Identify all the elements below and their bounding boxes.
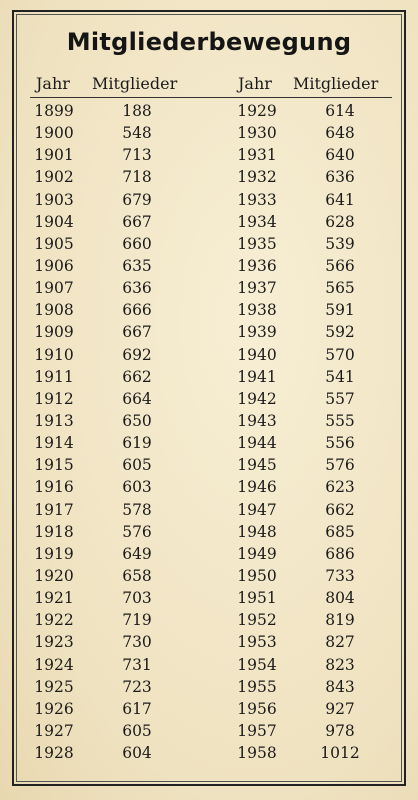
cell-year-right: 1946 <box>237 478 277 497</box>
table-row <box>0 367 418 389</box>
cell-members-right: 576 <box>325 456 355 475</box>
cell-members-right: 827 <box>325 633 355 652</box>
cell-year-right: 1933 <box>237 190 277 209</box>
cell-members-left: 667 <box>122 323 152 342</box>
cell-year-left: 1923 <box>34 633 74 652</box>
cell-members-right: 819 <box>325 611 355 630</box>
cell-year-left: 1913 <box>34 411 74 430</box>
cell-members-left: 667 <box>122 212 152 231</box>
cell-year-right: 1957 <box>237 721 277 740</box>
cell-members-left: 605 <box>122 456 152 475</box>
cell-year-left: 1918 <box>34 522 74 541</box>
cell-members-left: 603 <box>122 478 152 497</box>
cell-members-left: 188 <box>122 102 152 120</box>
cell-members-right: 556 <box>325 434 355 453</box>
cell-members-right: 641 <box>325 190 355 209</box>
header-members-right: Mitglieder <box>293 74 379 93</box>
header-year-right: Jahr <box>238 74 272 93</box>
cell-year-right: 1948 <box>237 522 277 541</box>
cell-year-right: 1951 <box>237 589 277 608</box>
table-row <box>0 145 418 167</box>
cell-members-left: 635 <box>122 256 152 275</box>
cell-year-right: 1947 <box>237 500 277 519</box>
cell-members-left: 731 <box>122 655 152 674</box>
cell-year-left: 1908 <box>34 301 74 320</box>
table-row <box>0 256 418 278</box>
cell-members-right: 843 <box>325 677 355 696</box>
cell-members-left: 679 <box>122 190 152 209</box>
cell-members-left: 666 <box>122 301 152 320</box>
cell-year-right: 1940 <box>237 345 277 364</box>
cell-year-left: 1910 <box>34 345 74 364</box>
table-row <box>0 588 418 610</box>
cell-members-right: 685 <box>325 522 355 541</box>
cell-members-right: 539 <box>325 234 355 253</box>
cell-year-left: 1927 <box>34 721 74 740</box>
cell-year-left: 1916 <box>34 478 74 497</box>
cell-members-left: 548 <box>122 124 152 143</box>
table-row <box>0 566 418 588</box>
header-members-left: Mitglieder <box>92 74 178 93</box>
cell-year-right: 1936 <box>237 256 277 275</box>
table-row <box>0 278 418 300</box>
cell-year-left: 1900 <box>34 124 74 143</box>
cell-year-right: 1956 <box>237 699 277 718</box>
table-row <box>0 212 418 234</box>
cell-members-right: 541 <box>325 367 355 386</box>
cell-members-left: 604 <box>122 744 152 763</box>
cell-members-left: 650 <box>122 411 152 430</box>
cell-year-left: 1912 <box>34 389 74 408</box>
cell-year-left: 1911 <box>34 367 74 386</box>
cell-year-left: 1919 <box>34 544 74 563</box>
cell-year-right: 1942 <box>237 389 277 408</box>
cell-members-left: 719 <box>122 611 152 630</box>
cell-members-right: 623 <box>325 478 355 497</box>
cell-members-left: 703 <box>122 589 152 608</box>
table-row <box>0 411 418 433</box>
table-row <box>0 167 418 189</box>
cell-year-left: 1920 <box>34 566 74 585</box>
cell-year-left: 1922 <box>34 611 74 630</box>
table-row <box>0 655 418 677</box>
table-row <box>0 699 418 721</box>
cell-members-left: 730 <box>122 633 152 652</box>
cell-year-left: 1925 <box>34 677 74 696</box>
table-header <box>0 74 418 96</box>
cell-year-left: 1903 <box>34 190 74 209</box>
cell-year-right: 1945 <box>237 456 277 475</box>
cell-year-right: 1938 <box>237 301 277 320</box>
cell-year-right: 1937 <box>237 279 277 298</box>
cell-year-left: 1902 <box>34 168 74 187</box>
cell-year-right: 1952 <box>237 611 277 630</box>
cell-members-right: 662 <box>325 500 355 519</box>
cell-members-left: 664 <box>122 389 152 408</box>
cell-year-right: 1935 <box>237 234 277 253</box>
cell-year-left: 1921 <box>34 589 74 608</box>
cell-year-right: 1934 <box>237 212 277 231</box>
cell-members-right: 1012 <box>320 744 360 763</box>
cell-year-right: 1929 <box>237 102 277 120</box>
cell-members-left: 713 <box>122 146 152 165</box>
table-row <box>0 500 418 522</box>
table-row <box>0 522 418 544</box>
cell-members-right: 823 <box>325 655 355 674</box>
cell-year-right: 1941 <box>237 367 277 386</box>
cell-members-right: 733 <box>325 566 355 585</box>
cell-members-right: 565 <box>325 279 355 298</box>
table-row <box>0 322 418 344</box>
table-row <box>0 234 418 256</box>
page-title: Mitgliederbewegung <box>66 28 352 56</box>
table-row <box>0 544 418 566</box>
cell-members-right: 628 <box>325 212 355 231</box>
cell-year-right: 1939 <box>237 323 277 342</box>
cell-members-right: 636 <box>325 168 355 187</box>
cell-year-right: 1932 <box>237 168 277 187</box>
cell-year-right: 1954 <box>237 655 277 674</box>
cell-year-left: 1906 <box>34 256 74 275</box>
cell-year-left: 1928 <box>34 744 74 763</box>
membership-table <box>0 101 418 765</box>
cell-members-left: 660 <box>122 234 152 253</box>
cell-members-left: 576 <box>122 522 152 541</box>
header-year-left: Jahr <box>36 74 70 93</box>
cell-year-right: 1953 <box>237 633 277 652</box>
cell-year-left: 1915 <box>34 456 74 475</box>
cell-members-left: 662 <box>122 367 152 386</box>
cell-year-right: 1931 <box>237 146 277 165</box>
cell-members-left: 658 <box>122 566 152 585</box>
cell-year-right: 1950 <box>237 566 277 585</box>
cell-members-right: 566 <box>325 256 355 275</box>
cell-members-right: 686 <box>325 544 355 563</box>
table-row <box>0 721 418 743</box>
table-row <box>0 123 418 145</box>
cell-members-right: 648 <box>325 124 355 143</box>
table-row <box>0 389 418 411</box>
cell-members-left: 619 <box>122 434 152 453</box>
cell-year-right: 1943 <box>237 411 277 430</box>
cell-year-left: 1899 <box>34 102 74 120</box>
cell-year-left: 1909 <box>34 323 74 342</box>
cell-year-right: 1949 <box>237 544 277 563</box>
cell-year-left: 1926 <box>34 699 74 718</box>
cell-members-right: 978 <box>325 721 355 740</box>
table-row <box>0 345 418 367</box>
cell-year-right: 1930 <box>237 124 277 143</box>
cell-members-right: 927 <box>325 699 355 718</box>
cell-members-left: 718 <box>122 168 152 187</box>
table-row <box>0 743 418 765</box>
cell-year-right: 1958 <box>237 744 277 763</box>
cell-members-right: 555 <box>325 411 355 430</box>
cell-year-left: 1904 <box>34 212 74 231</box>
cell-members-left: 605 <box>122 721 152 740</box>
cell-members-left: 649 <box>122 544 152 563</box>
header-rule <box>30 97 392 98</box>
cell-members-right: 640 <box>325 146 355 165</box>
cell-members-left: 578 <box>122 500 152 519</box>
cell-year-left: 1905 <box>34 234 74 253</box>
cell-members-right: 614 <box>325 102 355 120</box>
table-row <box>0 677 418 699</box>
cell-members-right: 570 <box>325 345 355 364</box>
table-row <box>0 477 418 499</box>
cell-year-left: 1907 <box>34 279 74 298</box>
cell-year-left: 1914 <box>34 434 74 453</box>
table-row <box>0 610 418 632</box>
table-row <box>0 433 418 455</box>
table-row <box>0 455 418 477</box>
table-row <box>0 101 418 123</box>
cell-members-left: 692 <box>122 345 152 364</box>
cell-year-left: 1901 <box>34 146 74 165</box>
cell-members-left: 617 <box>122 699 152 718</box>
table-row <box>0 190 418 212</box>
cell-year-right: 1955 <box>237 677 277 696</box>
cell-year-left: 1917 <box>34 500 74 519</box>
cell-members-right: 591 <box>325 301 355 320</box>
cell-members-right: 804 <box>325 589 355 608</box>
table-row <box>0 300 418 322</box>
cell-members-right: 592 <box>325 323 355 342</box>
cell-year-right: 1944 <box>237 434 277 453</box>
table-row <box>0 632 418 654</box>
cell-members-left: 723 <box>122 677 152 696</box>
cell-members-left: 636 <box>122 279 152 298</box>
cell-members-right: 557 <box>325 389 355 408</box>
cell-year-left: 1924 <box>34 655 74 674</box>
